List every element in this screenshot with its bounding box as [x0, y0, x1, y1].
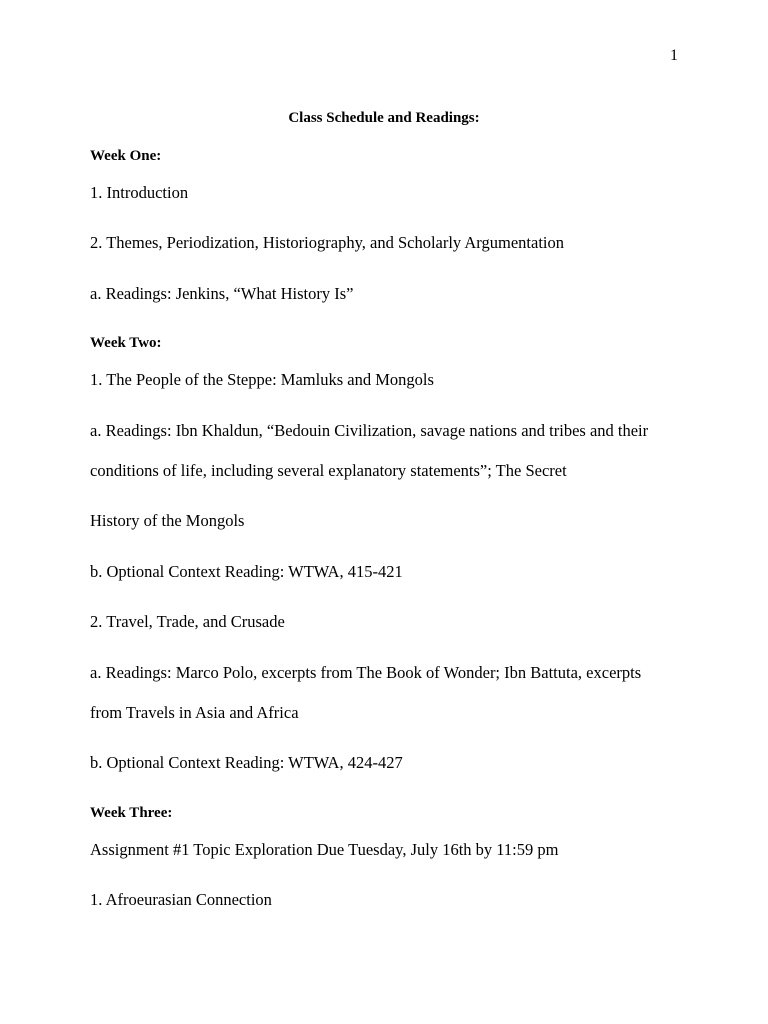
- week-one-line: 1. Introduction: [90, 183, 189, 202]
- week-two-line: b. Optional Context Reading: WTWA, 424-427: [90, 753, 403, 772]
- week-three-line: 1. Afroeurasian Connection: [90, 890, 272, 909]
- page-number: 1: [670, 47, 678, 64]
- week-one-line: 2. Themes, Periodization, Historiography, and Scholarly Argumentation: [90, 233, 564, 252]
- week-two-line: b. Optional Context Reading: WTWA, 415-421: [90, 562, 403, 581]
- week-two-heading: Week Two:: [90, 335, 162, 351]
- week-one-heading: Week One:: [90, 148, 162, 164]
- week-two-line: a. Readings: Marco Polo, excerpts from The Book of Wonder; Ibn Battuta, excerpts: [90, 663, 642, 682]
- week-two-line: 2. Travel, Trade, and Crusade: [90, 612, 285, 631]
- week-three-heading: Week Three:: [90, 805, 173, 821]
- week-two-line: from Travels in Asia and Africa: [90, 703, 299, 722]
- week-two-line: 1. The People of the Steppe: Mamluks and Mongols: [90, 370, 434, 389]
- week-one-line: a. Readings: Jenkins, “What History Is”: [90, 284, 354, 303]
- week-two-line: a. Readings: Ibn Khaldun, “Bedouin Civilization, savage nations and tribes and their: [90, 421, 649, 440]
- week-two-line: History of the Mongols: [90, 511, 245, 530]
- assignment-due-line: Assignment #1 Topic Exploration Due Tuesday, July 16th by 11:59 pm: [90, 840, 559, 859]
- page-title: Class Schedule and Readings:: [288, 110, 480, 126]
- week-two-line: conditions of life, including several explanatory statements”; The Secret: [90, 461, 567, 480]
